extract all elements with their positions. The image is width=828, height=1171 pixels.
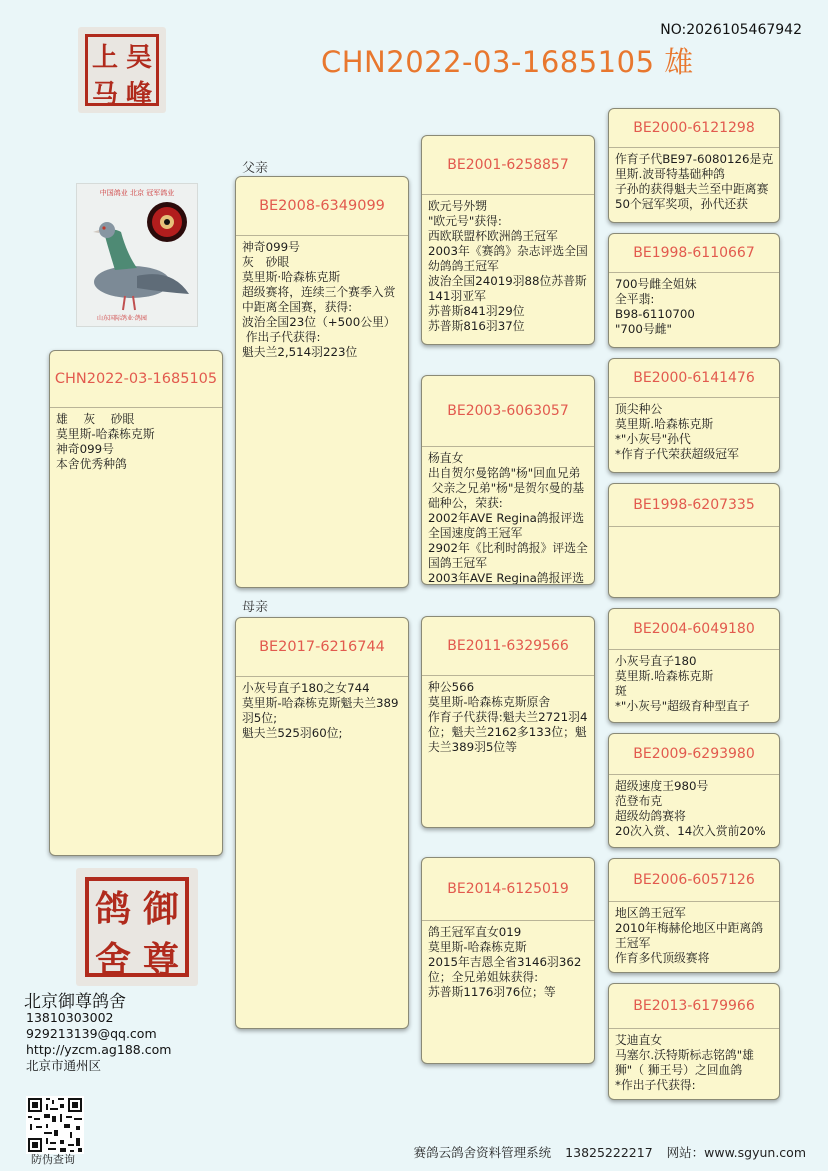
great-grandparent-card <box>608 983 780 1100</box>
great-grandparent-card <box>608 858 780 973</box>
ring-number: BE2000-6121298 <box>609 109 779 148</box>
ring-number: BE2003-6063057 <box>422 376 594 447</box>
seal-char: 御 <box>142 888 179 930</box>
loft-website[interactable]: http://yzcm.ag188.com <box>26 1042 172 1057</box>
grandparent-card <box>421 857 595 1064</box>
ring-number: BE2009-6293980 <box>609 734 779 775</box>
subject-card <box>49 350 223 856</box>
seal-char: 鸽 <box>94 888 131 930</box>
grandparent-card <box>421 135 595 345</box>
card-description: 杨直女 出自贺尔曼铭鸽"杨"回血兄弟 父亲之兄弟"杨"是贺尔曼的基础种公，荣获: 2002年AVE Regina鸽报评选全国速度鸽王冠军 2902年《比利时鸽报》评选全国鸽王冠军 2003年AVE Regina鸽报评选 <box>428 451 588 585</box>
qr-code-icon[interactable] <box>26 1096 84 1154</box>
card-description <box>609 527 779 531</box>
seal-char: 马 <box>91 80 118 110</box>
document-number: NO:2026105467942 <box>660 22 802 38</box>
great-grandparent-card <box>608 733 780 848</box>
card-description: 作育子代BE97-6080126是克里斯.波哥特基础种鸽 子孙的获得魁夫兰至中距离赛50个冠军奖项，孙代还获 <box>615 152 774 211</box>
mother-label: 母亲 <box>242 600 269 615</box>
ring-number: BE2014-6125019 <box>422 858 594 921</box>
grandparent-card <box>421 616 595 828</box>
great-grandparent-card <box>608 358 780 473</box>
ring-number: BE2004-6049180 <box>609 609 779 650</box>
pigeon-image <box>77 184 197 326</box>
ring-number: BE1998-6110667 <box>609 234 779 273</box>
card-description: 地区鸽王冠军 2010年梅赫伦地区中距离鸽王冠军 作育多代顶级赛将 <box>615 906 763 965</box>
great-grandparent-card <box>608 108 780 223</box>
footer-phone: 13825222217 <box>565 1145 653 1160</box>
loft-address: 北京市通州区 <box>26 1058 102 1073</box>
card-description: 神奇099号 灰 砂眼 莫里斯·哈森栋克斯 超级赛将，连续三个赛季入赏中距离全国赛，获得: 波治全国23位（+500公里） 作出子代获得: 魁夫兰2,514羽223位 <box>242 240 396 359</box>
ring-number: BE2011-6329566 <box>422 617 594 676</box>
father-label: 父亲 <box>242 161 269 176</box>
page-title: CHN2022-03-1685105 雄 <box>321 45 694 79</box>
card-description: 700号雌全姐妹 全平翡: B98-6110700 "700号雌" <box>615 277 697 336</box>
seal-char: 舍 <box>94 939 131 981</box>
sire-card <box>235 176 409 588</box>
seal-stamp-top <box>78 27 166 113</box>
footer-website[interactable]: 网站：www.sgyun.com <box>666 1145 806 1160</box>
ring-number: BE1998-6207335 <box>609 484 779 527</box>
loft-phone: 13810303002 <box>26 1010 114 1025</box>
great-grandparent-card <box>608 233 780 348</box>
seal-char: 尊 <box>142 939 179 981</box>
seal-stamp-bottom <box>76 868 198 986</box>
card-description: 小灰号直子180 莫里斯.哈森栋克斯 斑 *"小灰号"超级育种型直子 <box>615 654 750 713</box>
qr-caption: 防伪查询 <box>31 1153 75 1166</box>
ring-number: BE2001-6258857 <box>422 136 594 195</box>
ring-number: BE2008-6349099 <box>236 177 408 236</box>
card-description: 种公566 莫里斯-哈森栋克斯原舍 作育子代获得:魁夫兰2721羽4位；魁夫兰2162多133位；魁夫兰389羽5位等 <box>428 680 588 754</box>
seal-char: 上 <box>91 43 118 73</box>
ring-number: BE2017-6216744 <box>236 618 408 677</box>
seal-char: 峰 <box>125 80 152 110</box>
ring-number: BE2006-6057126 <box>609 859 779 902</box>
pigeon-photo <box>76 183 198 327</box>
photo-footer: 山东国际鸽业·鸽园 <box>97 315 147 322</box>
card-description: 小灰号直子180之女744 莫里斯-哈森栋克斯魁夫兰389羽5位; 魁夫兰525羽60位; <box>242 681 399 740</box>
dam-card <box>235 617 409 1029</box>
loft-name: 北京御尊鸽舍 <box>24 992 126 1012</box>
loft-email[interactable]: 929213139@qq.com <box>26 1026 157 1041</box>
great-grandparent-card <box>608 608 780 723</box>
footer <box>404 1143 806 1161</box>
card-description: 欧元号外甥 "欧元号"获得: 西欧联盟杯欧洲鸽王冠军 2003年《赛鸽》杂志评选全国幼鸽鸽王冠军 波治全国24019羽88位苏普斯141羽亚军 苏普斯841羽29位 苏普斯816羽37位 <box>428 199 588 333</box>
card-description: 鸽王冠军直女019 莫里斯-哈森栋克斯 2015年吉恩全省3146羽362位；全兄弟姐妹获得: 苏普斯1176羽76位；等 <box>428 925 582 999</box>
grandparent-card <box>421 375 595 585</box>
card-description: 艾迪直女 马塞尔.沃特斯标志铭鸽"雄狮"（ 狮王号）之回血鸽 *作出子代获得: <box>615 1033 754 1092</box>
ring-number: CHN2022-03-1685105 <box>50 351 222 408</box>
seal-char: 吴 <box>125 43 152 73</box>
ring-number: BE2000-6141476 <box>609 359 779 398</box>
photo-header: 中国鸽业 北京 冠军鸽业 <box>99 189 175 197</box>
card-description: 超级速度王980号 范登布克 超级幼鸽赛将 20次入赏、14次入赏前20% <box>615 779 766 838</box>
footer-system: 赛鸽云鸽舍资料管理系统 <box>413 1145 552 1160</box>
card-description: 顶尖种公 莫里斯.哈森栋克斯 *"小灰号"孙代 *作育子代荣获超级冠军 <box>615 402 739 461</box>
card-description: 雄 灰 砂眼 莫里斯-哈森栋克斯 神奇099号 本舍优秀种鸽 <box>56 412 155 471</box>
loft-contact <box>26 1010 171 1074</box>
ring-number: BE2013-6179966 <box>609 984 779 1029</box>
great-grandparent-card <box>608 483 780 598</box>
